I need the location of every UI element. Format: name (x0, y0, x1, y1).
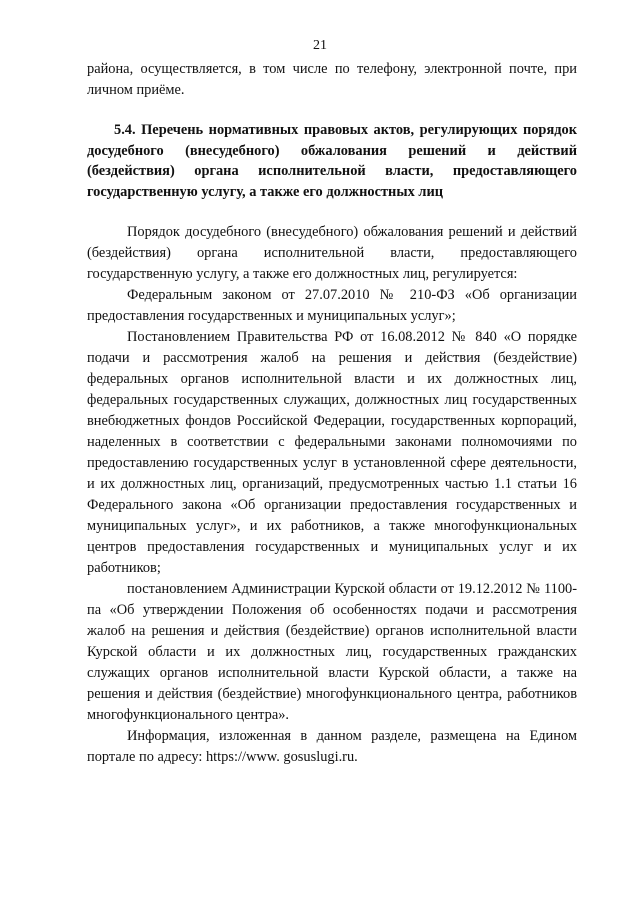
paragraph-federal-law: Федеральным законом от 27.07.2010 № 210-ФЗ «Об организации предоставления государственных и муниципальных услуг»; (87, 287, 577, 324)
paragraph-government-decree: Постановлением Правительства РФ от 16.08.2012 № 840 «О порядке подачи и рассмотрения жалоб на решения и действия (бездействие) федеральных органов исполнительной власти и их должностных лиц, федеральных государственных служащих, должностных лиц государственных внебюджетных фондов Российской Федерации, государственных корпораций, наделенных в соответствии с федеральными законами полномочиями по предоставлению государственных услуг в установленной сфере деятельности, и их должностных лиц, организаций, предусмотренных частью 1.1 статьи 16 Федерального закона «Об организации предоставления государственных и муниципальных услуг», и их работников, а также многофункциональных центров предоставления государственных и муниципальных услуг и их работников; (87, 329, 577, 576)
page-number: 21 (313, 38, 327, 53)
intro-fragment: района, осуществляется, в том числе по телефону, электронной почте, при личном приёме. (87, 61, 577, 98)
paragraph-intro: Порядок досудебного (внесудебного) обжалования решений и действий (бездействия) органа исполнительной власти, предоставляющего государственную услугу, а также его должностных лиц, регулируется: (87, 224, 577, 282)
paragraph-regional-decree: постановлением Администрации Курской области от 19.12.2012 № 1100-па «Об утверждении Положения об особенностях подачи и рассмотрения жалоб на решения и действия (бездействие) органов исполнительной власти Курской области и их должностных лиц, государственных гражданских служащих органов исполнительной власти Курской области, а также на решения и действия (бездействие) многофункционального центра, работников многофункционального центра». (87, 581, 577, 723)
page-body (87, 59, 577, 768)
paragraph-portal-info: Информация, изложенная в данном разделе, размещена на Едином портале по адресу: https://www. gosuslugi.ru. (87, 728, 577, 765)
section-heading: 5.4. Перечень нормативных правовых актов, регулирующих порядок досудебного (внесудебного) обжалования решений и действий (бездействия) органа исполнительной власти, предоставляющего государственную услугу, а также его должностных лиц (87, 122, 577, 200)
